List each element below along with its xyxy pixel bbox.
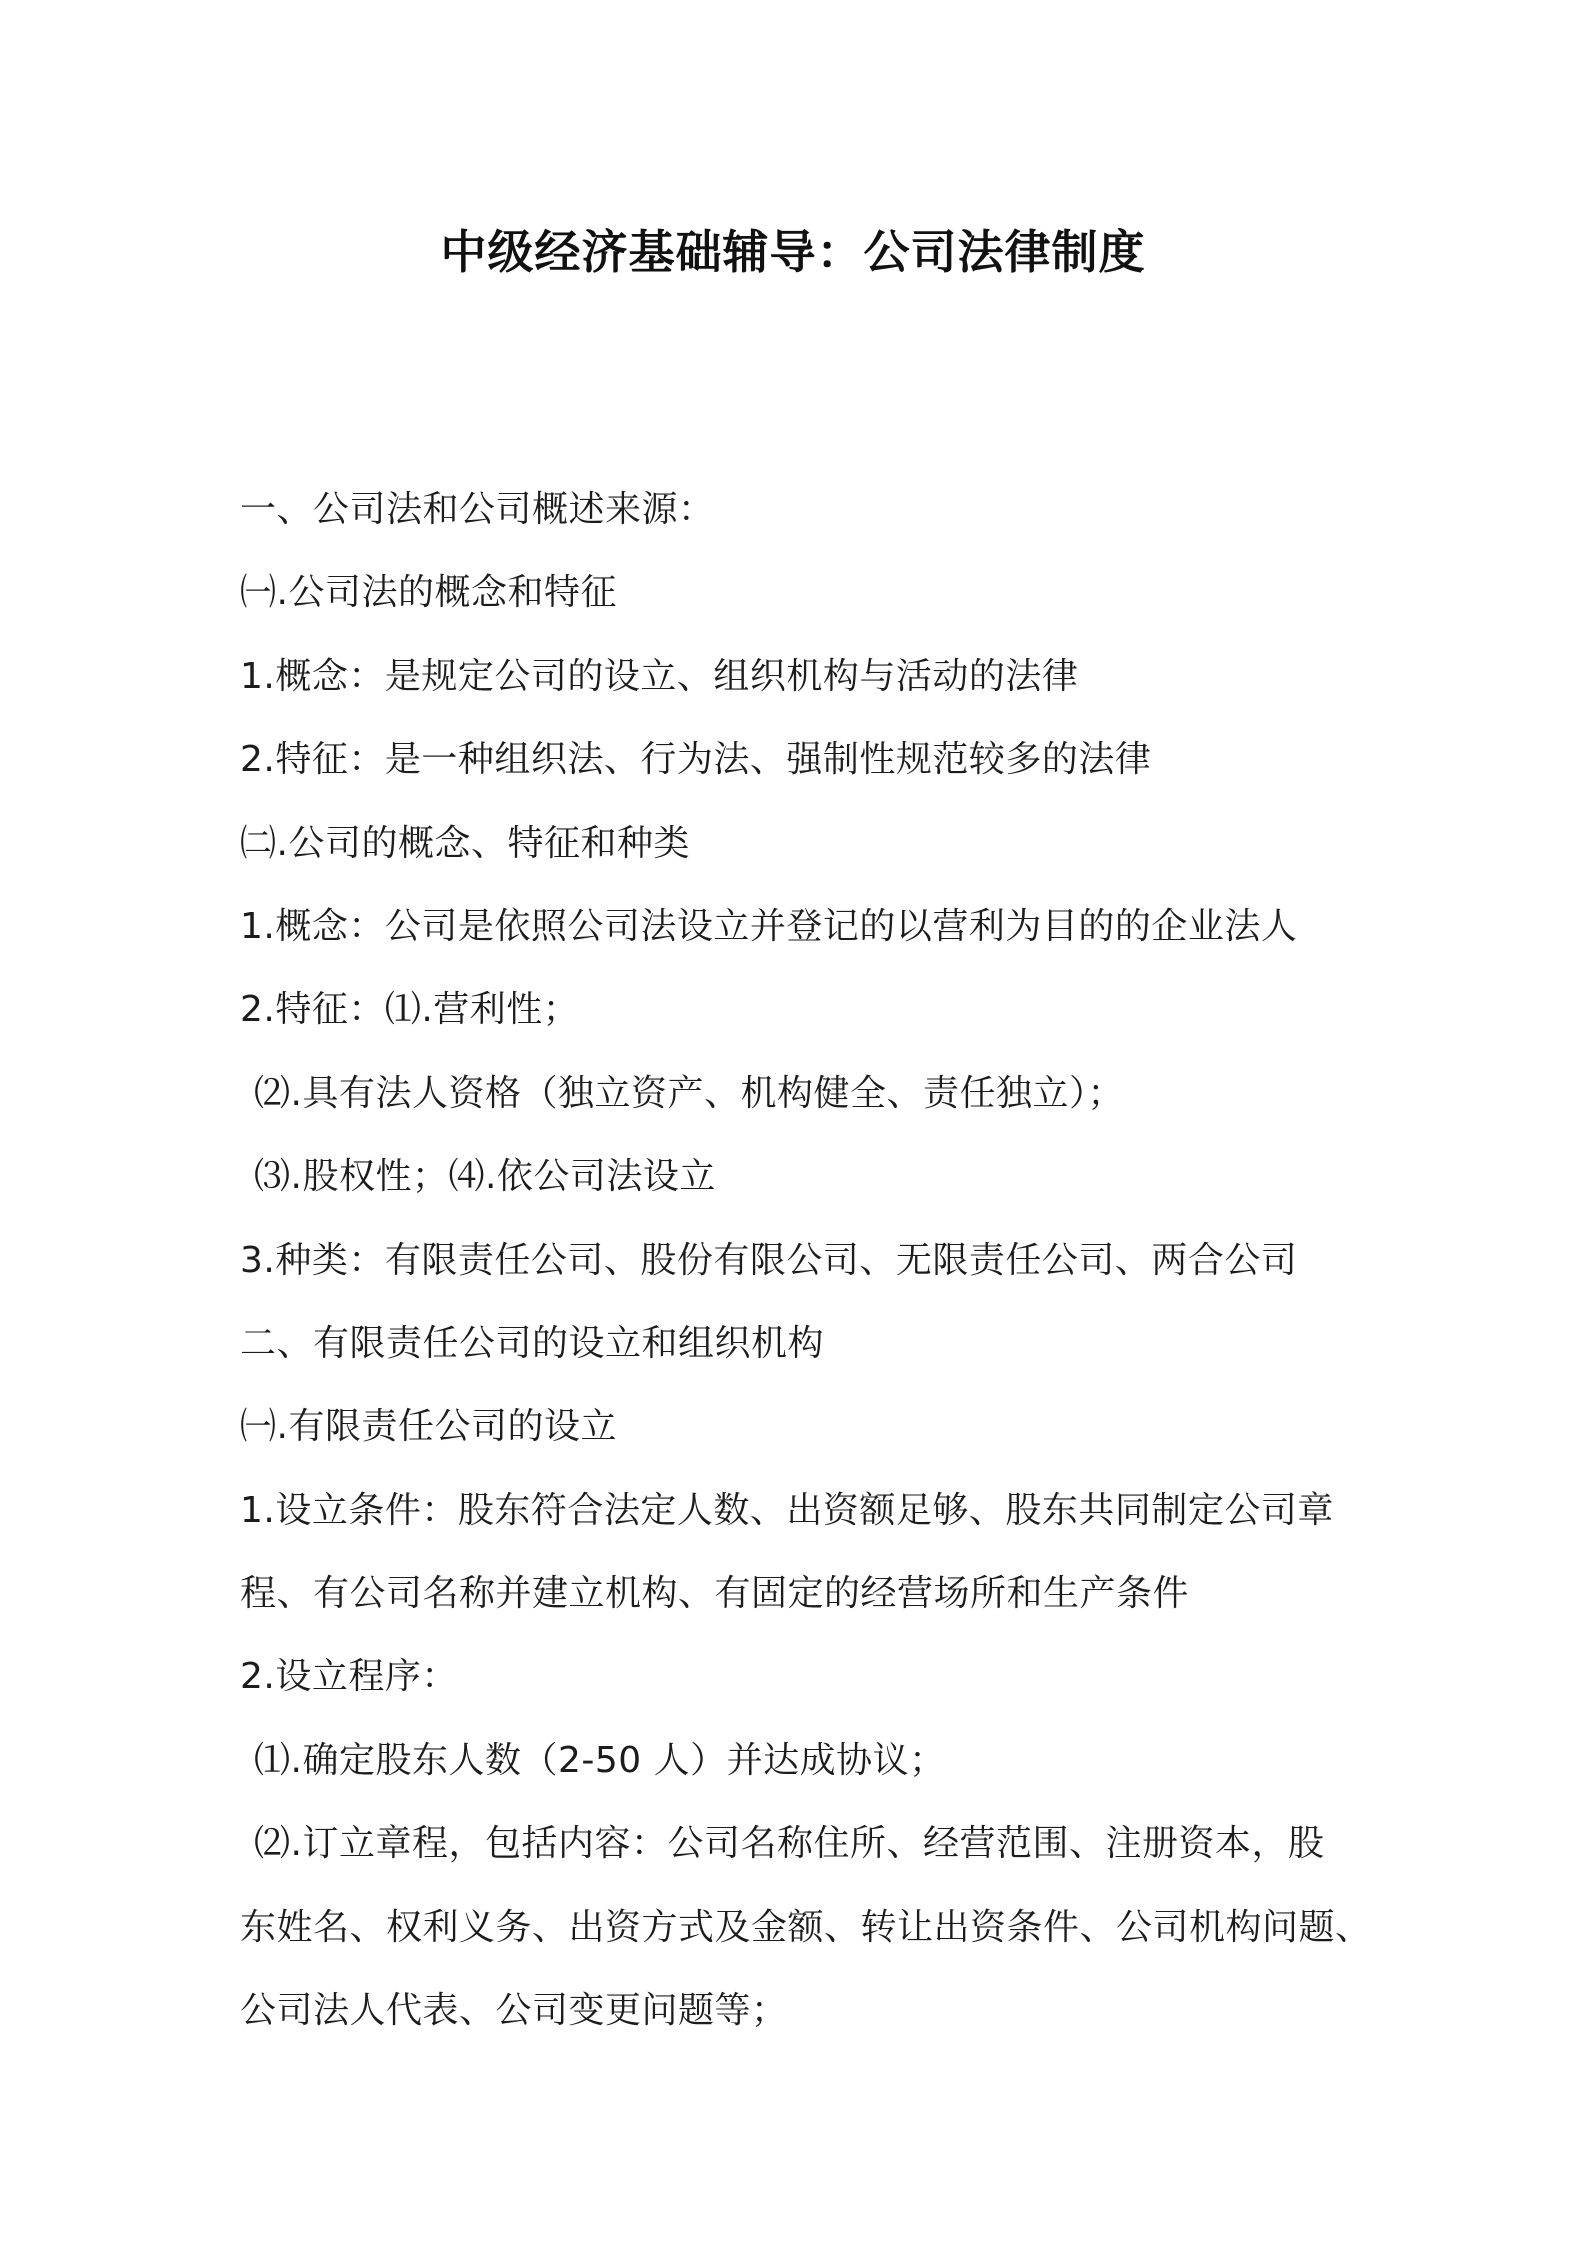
body-line: 公司法人代表、公司变更问题等； — [240, 1990, 788, 2032]
body-line: 二、有限责任公司的设立和组织机构 — [240, 1322, 825, 1364]
body-line: 2.特征：是一种组织法、行为法、强制性规范较多的法律 — [240, 739, 1152, 781]
body-line: ㈡.公司的概念、特征和种类 — [240, 822, 690, 864]
body-line: ⑵.具有法人资格（独立资产、机构健全、责任独立）； — [254, 1072, 1124, 1114]
document-body — [240, 479, 1372, 2063]
body-line: 1.概念：是规定公司的设立、组织机构与活动的法律 — [240, 655, 1079, 697]
body-line: ㈠.有限责任公司的设立 — [240, 1406, 617, 1448]
body-line: ⑵.订立章程，包括内容：公司名称住所、经营范围、注册资本，股 — [254, 1823, 1325, 1865]
body-line: 东姓名、权利义务、出资方式及金额、转让出资条件、公司机构问题、 — [240, 1906, 1372, 1948]
body-line: ⑴.确定股东人数（2-50 人）并达成协议； — [254, 1739, 946, 1781]
document-title: 中级经济基础辅导：公司法律制度 — [440, 225, 1146, 279]
body-line: 程、有公司名称并建立机构、有固定的经营场所和生产条件 — [240, 1573, 1190, 1615]
body-line: ㈠.公司法的概念和特征 — [240, 572, 617, 614]
body-line: 2.设立程序： — [240, 1656, 458, 1698]
body-line: 1.概念：公司是依照公司法设立并登记的以营利为目的的企业法人 — [240, 905, 1298, 947]
body-line: 一、公司法和公司概述来源： — [240, 489, 715, 530]
body-line: ⑶.股权性；⑷.依公司法设立 — [254, 1156, 716, 1198]
body-line: 1.设立条件：股东符合法定人数、出资额足够、股东共同制定公司章 — [240, 1489, 1334, 1531]
body-line: 3.种类：有限责任公司、股份有限公司、无限责任公司、两合公司 — [240, 1239, 1298, 1281]
body-line: 2.特征：⑴.营利性； — [240, 989, 580, 1031]
